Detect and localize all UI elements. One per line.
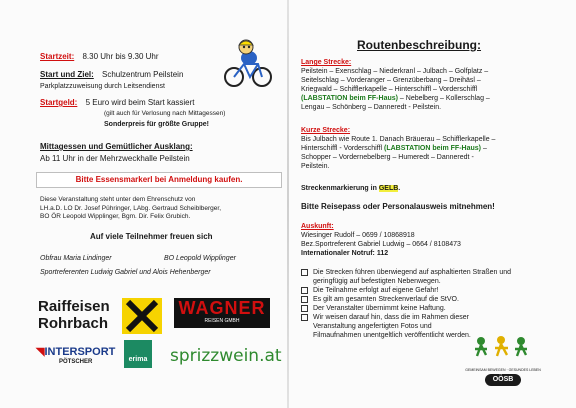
gemeinsam-bewegen-logo-icon <box>467 334 539 368</box>
kurze-labstation: (LABSTATION beim FF-Haus) <box>384 145 481 152</box>
kurze-strecke-heading: Kurze Strecke: <box>301 127 351 134</box>
startgeld-sub1: (gilt auch für Verlosung nach Mittagessen) <box>104 110 226 117</box>
wagner-logo <box>174 298 270 328</box>
lange-line-4: (LABSTATION beim FF-Haus) – Nebelberg – Kollerschlag – <box>301 95 490 102</box>
markierung-text: Streckenmarkierung in <box>301 185 377 192</box>
list-item: Die Strecken führen überwiegend auf asphaltierten Straßen und geringfügig auf befestigten Nebenwegen. <box>301 268 537 286</box>
left-page <box>0 0 287 408</box>
erima-logo <box>124 340 152 368</box>
erima-name: erima <box>128 356 148 363</box>
oesb-badge: OÖSB <box>485 374 521 386</box>
list-item: Der Veranstalter übernimmt keine Haftung. <box>301 304 537 313</box>
wagner-sub: REISEN GMBH <box>204 318 240 324</box>
intersport-sub: PÖTSCHER <box>59 359 93 365</box>
right-page <box>289 0 576 408</box>
checkbox-icon <box>301 269 308 276</box>
logo-caption: GEMEINSAM BEWEGEN · GESUNDES LEBEN <box>465 368 541 372</box>
startgeld-label: Startgeld: <box>40 98 78 107</box>
startzeit-value: 8.30 Uhr bis 9.30 Uhr <box>82 52 159 61</box>
freuen-heading: Auf viele Teilnehmer freuen sich <box>90 232 213 241</box>
startzeit-label: Startzeit: <box>40 52 75 61</box>
ehrenschutz-text <box>40 196 285 222</box>
raiffeisen-giebelkreuz-icon <box>122 298 162 334</box>
organiser-right: BO Leopold Wipplinger <box>164 255 236 262</box>
start-ziel-sub: Parkplatzzuweisung durch Leitsendienst <box>40 83 165 90</box>
mittagessen-label: Mittagessen und Gemütlicher Ausklang: <box>40 142 193 151</box>
start-ziel-label: Start und Ziel: <box>40 70 94 79</box>
raiffeisen-logo <box>38 298 110 332</box>
list-item: Wir weisen darauf hin, dass die im Rahmen dieser Veranstaltung angefertigten Fotos und Filmaufnahmen unentgeltlich veröffentlicht werden. <box>301 313 537 340</box>
cyclist-mascot-icon <box>222 38 274 88</box>
kurze-strecke <box>301 126 573 171</box>
essensmarkerl-box: Bitte Essensmarkerl bei Anmeldung kaufen. <box>36 172 282 188</box>
ehrenschutz-line-1: Diese Veranstaltung steht unter dem Ehrenschutz von <box>40 196 196 203</box>
notruf-line: Internationaler Notruf: 112 <box>301 250 389 257</box>
markierung-color: GELB <box>378 185 399 192</box>
wagner-name: WAGNER <box>178 298 266 318</box>
sprizzwein-logo: sprizzwein.at <box>170 346 282 366</box>
kurze-line-4: Peilstein. <box>301 163 330 170</box>
organiser-bottom: Sportreferenten Ludwig Gabriel und Alois Hehenberger <box>40 269 211 276</box>
mittagessen-value: Ab 11 Uhr in der Mehrzweckhalle Peilstein <box>40 154 190 163</box>
auskunft-line-2: Bez.Sportreferent Gabriel Ludwig – 0664 / 8108473 <box>301 241 461 248</box>
startzeit-line <box>40 52 159 62</box>
markierung-line: Streckenmarkierung in GELB. <box>301 185 401 192</box>
auskunft-heading: Auskunft: <box>301 223 334 230</box>
info-list <box>301 268 537 340</box>
kurze-line-1: Bis Julbach wie Route 1. Danach Bräuerau – Schifflerkapelle – <box>301 136 496 143</box>
startgeld-sub2: Sonderpreis für größte Gruppe! <box>104 121 210 128</box>
reisepass-note: Bitte Reisepass oder Personalausweis mitnehmen! <box>301 202 495 211</box>
raiffeisen-line-2: Rohrbach <box>38 315 109 332</box>
intersport-logo <box>36 346 115 366</box>
lange-line-1: Peilstein – Exenschlag – Niederkranl – Julbach – Golfplatz – <box>301 68 489 75</box>
organiser-left: Obfrau Maria Lindinger <box>40 255 112 262</box>
list-item: Es gilt am gesamten Streckenverlauf die StVO. <box>301 295 537 304</box>
raiffeisen-line-1: Raiffeisen <box>38 298 110 315</box>
lange-line-2: Seitelschlag – Vorderanger – Grenzüberbang – Dreihäsl – <box>301 77 481 84</box>
lange-line-5: Lengau – Schönberg – Danneredt - Peilstein. <box>301 104 442 111</box>
start-ziel-value: Schulzentrum Peilstein <box>102 70 184 79</box>
lange-line-3: Kriegwald – Schifflerkapelle – Hinterschiffl – Vorderschiffl <box>301 86 478 93</box>
checkbox-icon <box>301 287 308 294</box>
lange-strecke-heading: Lange Strecke: <box>301 59 352 66</box>
auskunft-line-1: Wiesinger Rudolf – 0699 / 10868918 <box>301 232 415 239</box>
ehrenschutz-line-3: BO ÖR Leopold Wipplinger, Bgm. Dir. Felix Grubich. <box>40 213 191 220</box>
ehrenschutz-line-2: LH.a.D. LO Dr. Josef Pühringer, LAbg. Gertraud Scheiblberger, <box>40 204 222 212</box>
page-title: Routenbeschreibung: <box>357 38 482 52</box>
list-item: Die Teilnahme erfolgt auf eigene Gefahr! <box>301 286 537 295</box>
intersport-mark-icon: ◥ <box>36 346 45 358</box>
intersport-name: INTERSPORT <box>44 346 116 358</box>
auskunft-block <box>301 222 573 258</box>
kurze-line-3: Schopper – Vordernebelberg – Humeredt – Danneredt - <box>301 154 474 161</box>
lange-labstation: (LABSTATION beim FF-Haus) <box>301 95 398 102</box>
start-ziel-line <box>40 70 183 80</box>
checkbox-icon <box>301 305 308 312</box>
kurze-line-2: Hinterschiffl - Vorderschiffl (LABSTATION beim FF-Haus) – <box>301 145 487 152</box>
checkbox-icon <box>301 296 308 303</box>
checkbox-icon <box>301 314 308 321</box>
startgeld-value: 5 Euro wird beim Start kassiert <box>85 98 195 107</box>
lange-strecke <box>301 58 573 112</box>
startgeld-line <box>40 98 195 108</box>
